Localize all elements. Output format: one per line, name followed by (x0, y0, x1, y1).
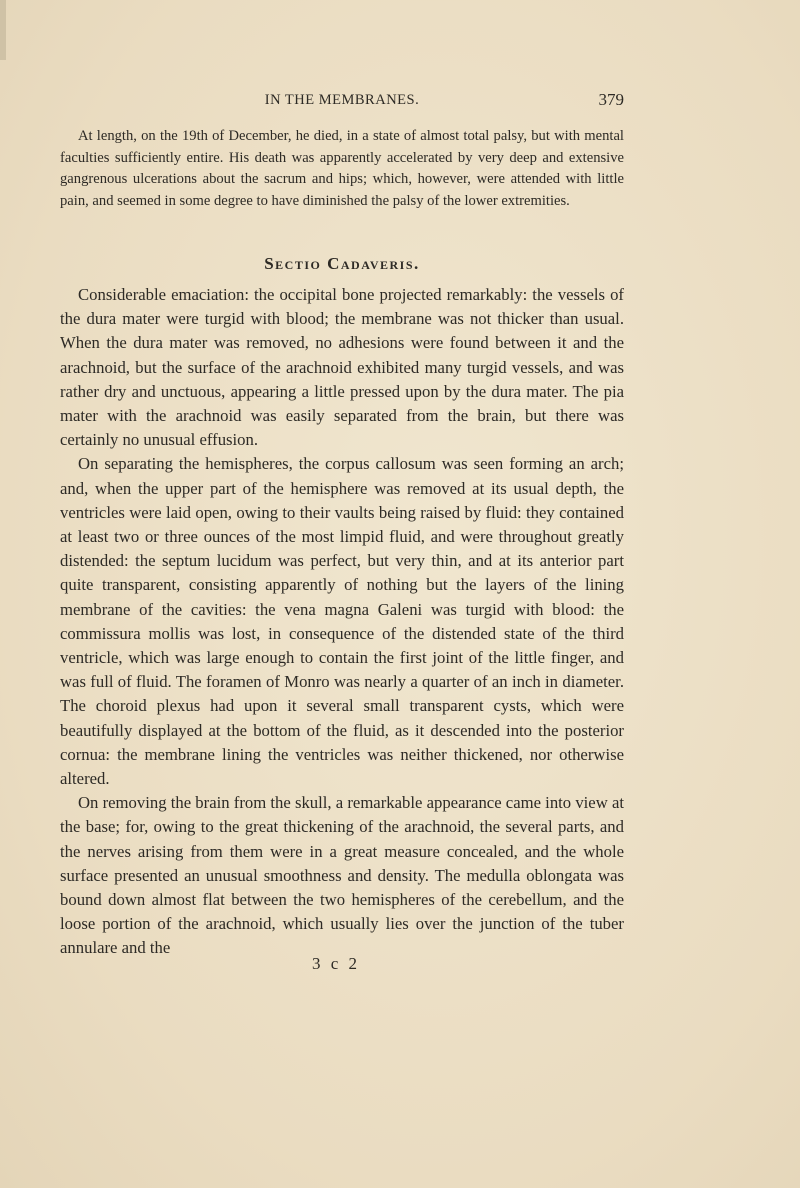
signature-mark: 3 c 2 (312, 954, 361, 973)
section-heading: Sectio Cadaveris. (264, 254, 420, 273)
intro-paragraph: At length, on the 19th of December, he died, in a state of almost total palsy, but with mental faculties sufficiently entire. His death was apparently accelerated by very deep and extensive gangrenous ulcerations about the sacrum and hips; which, however, were attended with little pain, and seemed in some degree to have diminished the palsy of the lower extremities. (60, 128, 624, 209)
running-head: IN THE MEMBRANES. (264, 92, 420, 108)
paragraph: On separating the hemispheres, the corpus callosum was seen forming an arch; and, when the upper part of the hemisphere was removed at its usual depth, the ventricles were laid open, owing to their vaults being raised by fluid: they contained at least two or three ounces of the most limpid fluid, and were throughout greatly distended: the septum lucidum was perfect, but very thin, and at its anterior part quite transparent, consisting apparently of nothing but the layers of the lining membrane of the cavities: the vena magna Galeni was turgid with blood: the commissura mollis was lost, in consequence of the distended state of the third ventricle, which was large enough to contain the first joint of the little finger, and was full of fluid. The foramen of Monro was nearly a quarter of an inch in diameter. The choroid plexus had upon it several small transparent cysts, which were beautifully displayed at the bottom of the fluid, as it descended into the posterior cornua: the membrane lining the ventricles was neither thickened, nor otherwise altered. (60, 454, 624, 789)
paragraph: Considerable emaciation: the occipital bone projected remarkably: the vessels of the dura mater were turgid with blood; the membrane was not thicker than usual. When the dura mater was removed, no adhesions were found between it and the arachnoid, but the surface of the arachnoid exhibited many turgid vessels, and was rather dry and unctuous, appearing a little pressed upon by the dura mater. The pia mater with the arachnoid was easily separated from the brain, but there was certainly no unusual effusion. (60, 285, 624, 450)
body-text (60, 283, 624, 961)
paragraph: On removing the brain from the skull, a remarkable appearance came into view at the base; for, owing to the great thickening of the arachnoid, the several parts, and the nerves arising from them were in a great measure concealed, and the whole surface presented an unusual smoothness and density. The medulla oblongata was bound down almost flat between the two hemispheres of the cerebellum, and the loose portion of the arachnoid, which usually lies over the junction of the tuber annulare and the (60, 793, 624, 958)
page-header (60, 92, 624, 114)
page-edge-shadow (0, 0, 6, 60)
page-number: 379 (598, 90, 624, 109)
